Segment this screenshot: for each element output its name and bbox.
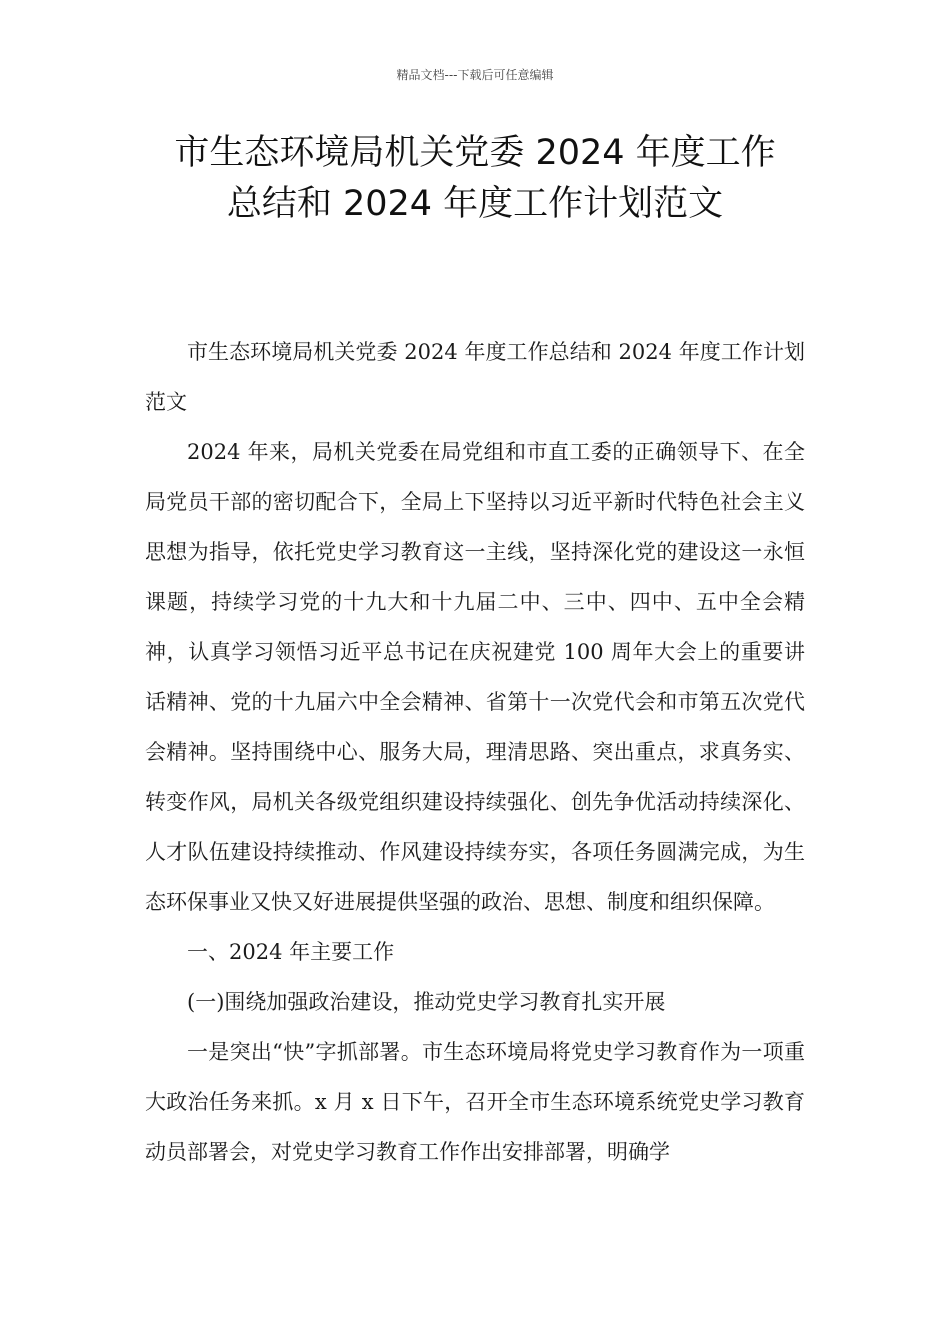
document-body [145, 327, 805, 1177]
title-line-2: 总结和 2024 年度工作计划范文 [226, 184, 724, 224]
paragraph-intro: 2024 年来，局机关党委在局党组和市直工委的正确领导下、在全局党员干部的密切配合下，全局上下坚持以习近平新时代特色社会主义思想为指导，依托党史学习教育这一主线，坚持深化党的建设这一永恒课题，持续学习党的十九大和十九届二中、三中、四中、五中全会精神，认真学习领悟习近平总书记在庆祝建党 100 周年大会上的重要讲话精神、党的十九届六中全会精神、省第十一次党代会和市第五次党代会精神。坚持围绕中心、服务大局，理清思路、突出重点，求真务实、转变作风，局机关各级党组织建设持续强化、创先争优活动持续深化、人才队伍建设持续推动、作风建设持续夯实，各项任务圆满完成，为生态环保事业又快又好进展提供坚强的政治、思想、制度和组织保障。 [145, 440, 805, 914]
title-line-1: 市生态环境局机关党委 2024 年度工作 [174, 133, 776, 173]
header-note: 精品文档---下载后可任意编辑 [396, 68, 554, 82]
paragraph-subtitle: 市生态环境局机关党委 2024 年度工作总结和 2024 年度工作计划范文 [145, 340, 805, 414]
paragraph-item-1: 一是突出“快”字抓部署。市生态环境局将党史学习教育作为一项重大政治任务来抓。x 月 x 日下午，召开全市生态环境系统党史学习教育动员部署会，对党史学习教育工作作出安排部署，明确学 [145, 1040, 805, 1164]
subsection-heading: (一)围绕加强政治建设，推动党史学习教育扎实开展 [187, 990, 666, 1014]
document-title [100, 128, 850, 230]
section-heading: 一、2024 年主要工作 [187, 940, 395, 964]
